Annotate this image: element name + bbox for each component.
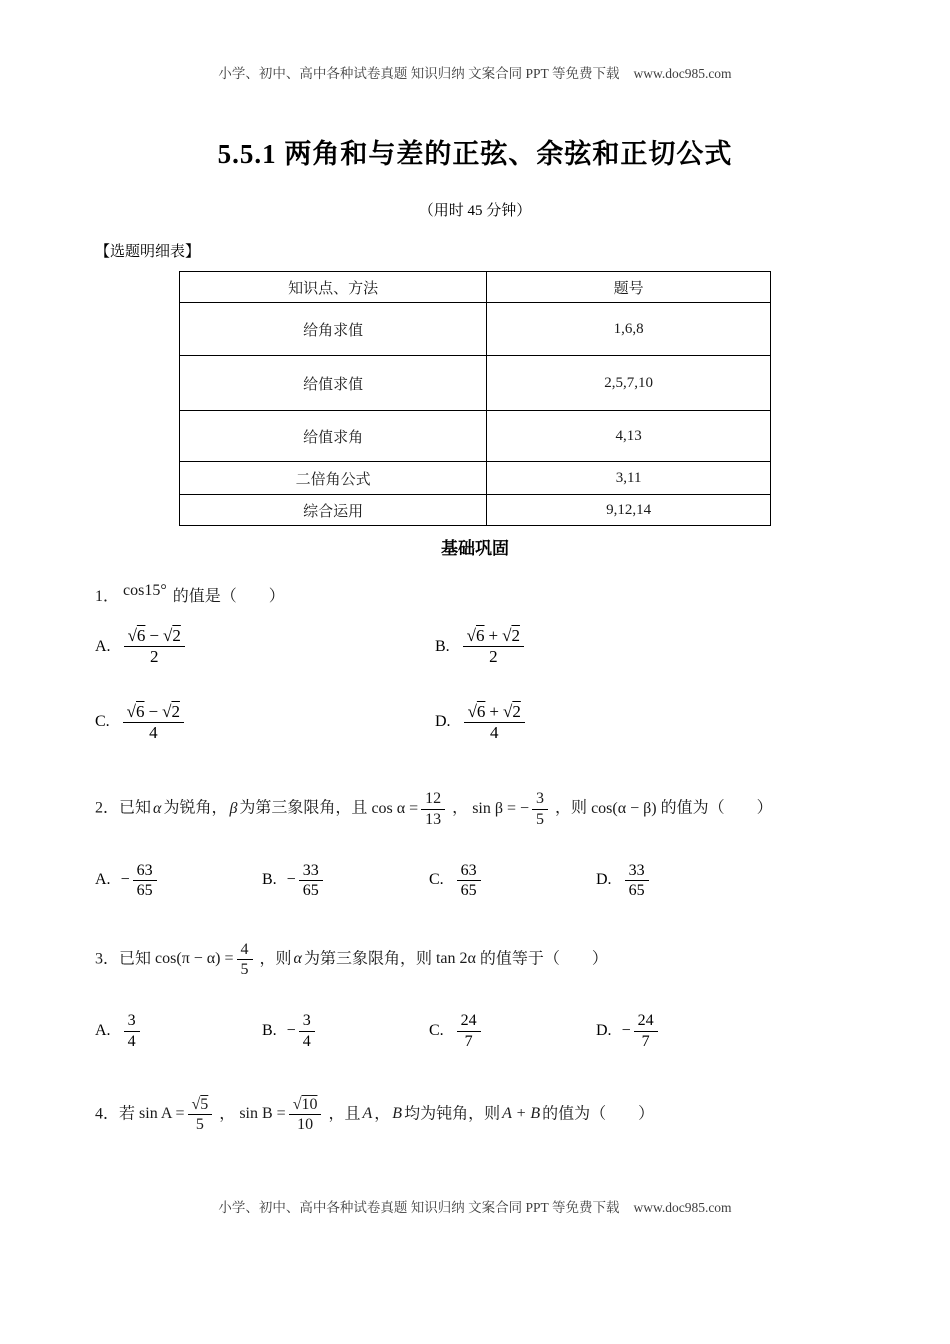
option-fraction (464, 702, 525, 744)
table-row (180, 495, 771, 526)
option-label: C. (95, 713, 110, 731)
option-3c (429, 1011, 596, 1050)
text-segment: 的值等于（ ） (479, 950, 608, 968)
table-row (180, 411, 771, 462)
table-cell-numbers: 9,12,14 (487, 495, 771, 526)
table-cell-numbers: 3,11 (487, 462, 771, 495)
math-var: α (153, 799, 162, 817)
option-1d (435, 702, 855, 744)
option-label: A. (95, 871, 111, 889)
denominator: 65 (136, 881, 153, 899)
numerator: 4 (237, 940, 253, 960)
option-label: D. (435, 713, 451, 731)
text-segment: 已知 (119, 950, 152, 968)
option-fraction (625, 861, 649, 900)
text-segment: 已知 (119, 799, 152, 817)
math-expression (239, 1095, 324, 1134)
option-label: D. (596, 871, 612, 889)
table-label: 【选题明细表】 (95, 244, 201, 260)
question-1-options (95, 626, 855, 744)
page-title: 5.5.1 两角和与差的正弦、余弦和正切公式 (217, 139, 733, 169)
sqrt-sign: √ (503, 701, 513, 721)
denominator: 4 (149, 722, 158, 742)
math-lhs: cos α = (371, 799, 419, 817)
sqrt-sign: √ (502, 625, 512, 645)
option-label: B. (262, 871, 277, 889)
denominator: 7 (641, 1032, 650, 1050)
table-cell-numbers: 4,13 (487, 411, 771, 462)
option-label: B. (435, 637, 450, 655)
option-fraction (299, 861, 323, 900)
text-segment: 若 (119, 1105, 136, 1123)
radicand: 5 (200, 1095, 209, 1113)
numerator: 33 (299, 861, 323, 881)
sign: − (120, 871, 130, 889)
numerator: 12 (421, 789, 445, 809)
radicand: 6 (476, 701, 486, 721)
option-3d (596, 1011, 763, 1050)
denominator: 65 (302, 881, 319, 899)
math-expression: cos(α − β) (591, 799, 657, 817)
footer-text: 小学、初中、高中各种试卷真题 知识归纳 文案合同 PPT 等免费下载 (218, 1200, 620, 1215)
numerator: 33 (625, 861, 649, 881)
table-cell-method: 给角求值 (180, 303, 487, 356)
fraction (188, 1095, 213, 1134)
sqrt-sign: √ (466, 625, 477, 645)
denominator: 13 (425, 810, 442, 828)
numerator: 3 (532, 789, 548, 809)
radicand: 6 (136, 701, 145, 721)
numerator: 3 (124, 1011, 140, 1031)
math-var: A (362, 1105, 373, 1123)
math-expression (139, 1095, 215, 1134)
sqrt-sign: √ (292, 1095, 302, 1113)
question-4 (95, 1095, 855, 1134)
sqrt-sign: √ (163, 625, 173, 645)
numerator: 3 (299, 1011, 315, 1031)
radicand: 6 (136, 625, 146, 645)
table-row (180, 462, 771, 495)
radicand: 10 (301, 1095, 318, 1113)
option-fraction (457, 1011, 481, 1050)
option-2c (429, 861, 596, 900)
numerator: 63 (457, 861, 481, 881)
option-1a (95, 626, 435, 668)
question-2-options (95, 861, 855, 900)
option-fraction (133, 861, 157, 900)
option-2a (95, 861, 262, 900)
radicand: 2 (512, 701, 521, 721)
table-cell-method: 综合运用 (180, 495, 487, 526)
sign: − (286, 1022, 296, 1040)
text-segment: ，则 (259, 950, 292, 968)
sqrt-sign: √ (162, 701, 172, 721)
text-segment: ， (374, 1105, 391, 1123)
operator: + (489, 701, 499, 721)
denominator: 10 (297, 1116, 314, 1134)
math-var: α (293, 950, 302, 968)
option-label: C. (429, 871, 444, 889)
fraction (532, 789, 548, 828)
operator: − (148, 701, 159, 721)
option-2d (596, 861, 763, 900)
table-cell-numbers: 1,6,8 (487, 303, 771, 356)
question-number: 2． (95, 799, 120, 817)
math-lhs: sin β = − (472, 799, 530, 817)
math-expression: cos15° (123, 582, 167, 599)
text-segment: ， (219, 1105, 236, 1123)
option-fraction (124, 626, 185, 668)
text-segment: 为第三象限角，则 (303, 950, 432, 968)
denominator: 65 (460, 881, 477, 899)
option-2b (262, 861, 429, 900)
text-segment: 的值为（ ） (660, 799, 773, 817)
question-3-options (95, 1011, 855, 1050)
denominator: 5 (536, 810, 545, 828)
table-header-number: 题号 (487, 272, 771, 303)
math-expression: tan 2α (435, 950, 476, 968)
text-segment: ，且 (328, 1105, 361, 1123)
denominator: 4 (489, 722, 499, 742)
option-fraction (123, 702, 184, 744)
duration-note: （用时 45 分钟） (418, 203, 532, 219)
table-row (180, 356, 771, 411)
sqrt-sign: √ (126, 701, 137, 721)
sqrt-sign: √ (127, 625, 137, 645)
denominator: 7 (464, 1032, 473, 1050)
option-1c (95, 702, 435, 744)
footer-link[interactable]: www.doc985.com (633, 1200, 732, 1215)
table-cell-numbers: 2,5,7,10 (487, 356, 771, 411)
table-header-row (180, 272, 771, 303)
denominator: 5 (195, 1116, 204, 1134)
question-number: 1． (95, 588, 120, 605)
question-1 (95, 582, 855, 610)
denominator: 4 (302, 1032, 311, 1050)
math-expression: A + B (502, 1105, 541, 1123)
numerator: 24 (634, 1011, 658, 1031)
option-fraction (299, 1011, 315, 1050)
radicand: 2 (511, 625, 520, 645)
text-segment: 均为钝角，则 (404, 1105, 501, 1123)
text-segment: 的值为（ ） (542, 1105, 655, 1123)
table-cell-method: 给值求角 (180, 411, 487, 462)
text-segment: ，则 (555, 799, 588, 817)
fraction (421, 789, 445, 828)
option-label: C. (429, 1022, 444, 1040)
numerator: 24 (457, 1011, 481, 1031)
question-3 (95, 940, 855, 979)
text-segment: 为第三象限角，且 (239, 799, 368, 817)
header-link[interactable]: www.doc985.com (633, 66, 732, 81)
sqrt-sign: √ (191, 1095, 201, 1113)
radicand: 6 (476, 625, 485, 645)
option-1b (435, 626, 855, 668)
math-lhs: sin A = (139, 1105, 185, 1123)
denominator: 4 (127, 1032, 136, 1050)
denominator: 65 (628, 881, 645, 899)
option-fraction (457, 861, 481, 900)
radicand: 2 (172, 625, 181, 645)
table-header-method: 知识点、方法 (180, 272, 487, 303)
sqrt-sign: √ (467, 701, 477, 721)
option-fraction (124, 1011, 140, 1050)
text-segment: 的值是（ ） (172, 588, 285, 605)
header-text: 小学、初中、高中各种试卷真题 知识归纳 文案合同 PPT 等免费下载 (218, 66, 620, 81)
page-footer (0, 1196, 950, 1216)
option-label: D. (596, 1022, 612, 1040)
table-row (180, 303, 771, 356)
question-index-table (179, 271, 771, 526)
option-fraction (463, 626, 524, 668)
option-label: B. (262, 1022, 277, 1040)
table-cell-method: 给值求值 (180, 356, 487, 411)
denominator: 5 (240, 961, 249, 979)
sign: − (286, 871, 296, 889)
denominator: 2 (149, 647, 159, 667)
option-3b (262, 1011, 429, 1050)
option-label: A. (95, 1022, 111, 1040)
option-label: A. (95, 637, 111, 655)
table-cell-method: 二倍角公式 (180, 462, 487, 495)
question-number: 4． (95, 1105, 120, 1123)
page-header (95, 62, 855, 82)
question-2 (95, 789, 855, 828)
text-segment: ， (452, 799, 469, 817)
math-lhs: sin B = (239, 1105, 286, 1123)
option-3a (95, 1011, 262, 1050)
math-expression (371, 790, 448, 828)
question-number: 3． (95, 950, 120, 968)
operator: + (488, 625, 499, 645)
numerator: 63 (133, 861, 157, 881)
fraction (237, 940, 253, 979)
math-expression (472, 790, 551, 828)
text-segment: 为锐角， (163, 799, 228, 817)
radicand: 2 (171, 701, 180, 721)
math-lhs: cos(π − α) = (155, 950, 234, 968)
operator: − (149, 625, 159, 645)
denominator: 2 (489, 647, 498, 667)
section-title: 基础巩固 (441, 539, 509, 558)
option-fraction (634, 1011, 658, 1050)
sign: − (621, 1022, 631, 1040)
fraction (289, 1095, 322, 1134)
math-var: B (392, 1105, 403, 1123)
math-expression (155, 941, 256, 979)
math-var: β (229, 799, 238, 817)
